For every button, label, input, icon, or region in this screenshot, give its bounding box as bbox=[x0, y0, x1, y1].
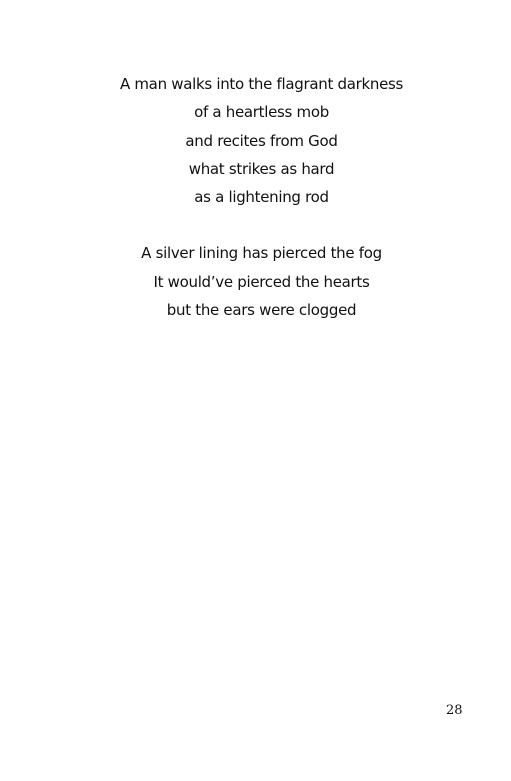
poem-line: A man walks into the flagrant darkness bbox=[119, 75, 404, 93]
poem-line: of a heartless mob bbox=[194, 103, 329, 122]
poem-line: what strikes as hard bbox=[188, 159, 335, 178]
stanza-1 bbox=[0, 70, 511, 211]
poem-line: as a lightening rod bbox=[194, 188, 329, 207]
stanza-2 bbox=[0, 239, 511, 324]
poem-line: It would’ve pierced the hearts bbox=[153, 272, 370, 291]
page-number: 28 bbox=[446, 703, 463, 718]
poem bbox=[0, 70, 511, 324]
poem-line: but the ears were clogged bbox=[166, 301, 357, 320]
poem-line: A silver lining has pierced the fog bbox=[141, 244, 382, 263]
poem-line: and recites from God bbox=[185, 131, 338, 150]
